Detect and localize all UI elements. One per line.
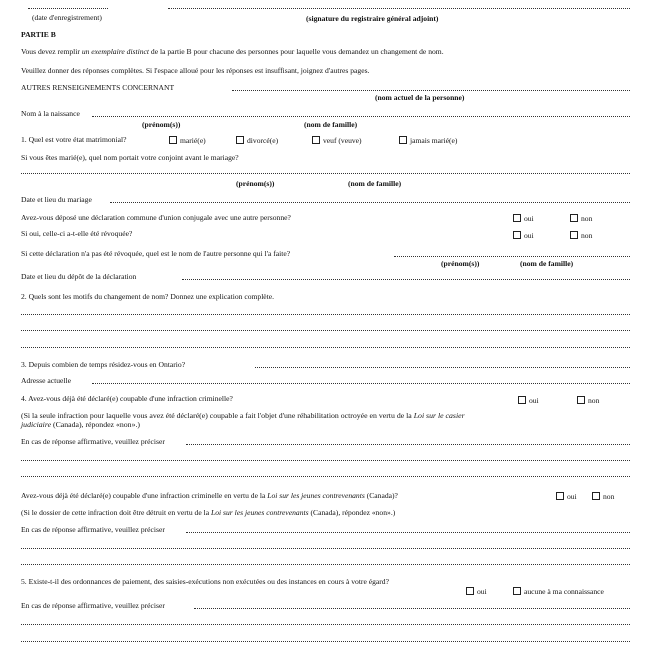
q1-spouse-prenoms-caption: (prénom(s))	[236, 179, 275, 188]
checkbox-icon	[518, 396, 526, 404]
date-registration-caption: (date d'enregistrement)	[32, 13, 102, 22]
q3-residence-field[interactable]	[255, 367, 630, 368]
q1-marriage-date-field[interactable]	[110, 202, 630, 203]
q4-details-line-2[interactable]	[21, 564, 630, 565]
q2-reasons-label: 2. Quels sont les motifs du changement de nom? Donnez une explication complète.	[21, 292, 275, 301]
checkbox-icon	[399, 136, 407, 144]
q1-marriage-date-label: Date et lieu du mariage	[21, 195, 92, 204]
q1-joint-declaration-label: Avez-vous déposé une déclaration commune d'union conjugale avec une autre personne?	[21, 213, 291, 222]
q4-pardon-note: (Si la seule infraction pour laquelle vous avez été déclaré(e) coupable a fait l'objet d'une réhabilitation octroyée en vertu de la Loi sur le casier	[21, 411, 465, 420]
checkbox-icon	[466, 587, 474, 595]
q1-option-married[interactable]: marié(e)	[169, 136, 206, 145]
current-name-field[interactable]	[232, 90, 630, 91]
q4-criminal-label: 4. Avez-vous déjà été déclaré(e) coupable d'une infraction criminelle?	[21, 394, 233, 403]
checkbox-icon	[570, 214, 578, 222]
q5-orders-label: 5. Existe-t-il des ordonnances de paiement, des saisies-exécutions non exécutées ou des instances en cours à votre égard?	[21, 577, 389, 586]
q4-details-line[interactable]	[21, 476, 630, 477]
q1-option-never-married[interactable]: jamais marié(e)	[399, 136, 457, 145]
partie-b-title: PARTIE B	[21, 30, 56, 39]
q5-details-line[interactable]	[21, 624, 630, 625]
checkbox-icon	[513, 587, 521, 595]
q3-address-label: Adresse actuelle	[21, 376, 71, 385]
q5-orders-yes[interactable]: oui	[466, 587, 487, 596]
checkbox-icon	[570, 231, 578, 239]
q4-criminal-no[interactable]: non	[577, 396, 599, 405]
q1-revoked-no[interactable]: non	[570, 231, 592, 240]
signature-line[interactable]	[168, 8, 630, 9]
q5-details-label: En cas de réponse affirmative, veuillez préciser	[21, 601, 165, 610]
q2-answer-line[interactable]	[21, 314, 630, 315]
checkbox-icon	[577, 396, 585, 404]
q5-orders-none-known[interactable]: aucune à ma connaissance	[513, 587, 604, 596]
q4-young-offenders-question: Avez-vous déjà été déclaré(e) coupable d'une infraction criminelle en vertu de la Loi sur les jeunes contrevenants (Canada)?	[21, 491, 398, 500]
q4-young-offenders-note: (Si le dossier de cette infraction doit être détruit en vertu de la Loi sur les jeunes contrevenants (Canada), répondez «non».)	[21, 508, 396, 517]
partie-b-intro-2: Veuillez donner des réponses complètes. Si l'espace alloué pour les réponses est insuffisant, joignez d'autres pages.	[21, 66, 370, 75]
date-registration-line[interactable]	[28, 8, 108, 9]
q2-answer-line[interactable]	[21, 347, 630, 348]
q1-other-famille-caption: (nom de famille)	[520, 259, 574, 268]
checkbox-icon	[312, 136, 320, 144]
q4-young-offenders-no[interactable]: non	[592, 492, 614, 501]
checkbox-icon	[513, 231, 521, 239]
q5-details-field[interactable]	[194, 608, 630, 609]
q1-spouse-name-field[interactable]	[21, 173, 630, 174]
q1-option-widowed[interactable]: veuf (veuve)	[312, 136, 362, 145]
partie-b-intro-1: Vous devez remplir un exemplaire distinct de la partie B pour chacune des personnes pour laquelle vous demandez un changement de nom.	[21, 47, 444, 56]
q1-spouse-famille-caption: (nom de famille)	[348, 179, 402, 188]
q4-details-line[interactable]	[21, 460, 630, 461]
q1-other-person-label: Si cette déclaration n'a pas été révoquée, quel est le nom de l'autre personne qui l'a faite?	[21, 249, 291, 258]
q4-pardon-note-cont: judiciaire (Canada), répondez «non».)	[21, 420, 141, 429]
q1-marital-status-label: 1. Quel est votre état matrimonial?	[21, 135, 127, 144]
signature-caption: (signature du registraire général adjoint)	[306, 14, 439, 23]
q1-deposit-date-label: Date et lieu du dépôt de la déclaration	[21, 272, 137, 281]
q1-revoked-label: Si oui, celle-ci a-t-elle été révoquée?	[21, 229, 133, 238]
birth-name-field[interactable]	[92, 116, 630, 117]
q1-declaration-no[interactable]: non	[570, 214, 592, 223]
q4-details-field-2[interactable]	[186, 532, 630, 533]
q1-option-divorced[interactable]: divorcé(e)	[236, 136, 278, 145]
q4-details-label: En cas de réponse affirmative, veuillez préciser	[21, 437, 165, 446]
checkbox-icon	[556, 492, 564, 500]
autres-renseignements-label: AUTRES RENSEIGNEMENTS CONCERNANT	[21, 83, 175, 92]
q4-details-line-2[interactable]	[21, 548, 630, 549]
q1-revoked-yes[interactable]: oui	[513, 231, 534, 240]
birth-name-label: Nom à la naissance	[21, 109, 80, 118]
checkbox-icon	[592, 492, 600, 500]
q3-address-field[interactable]	[92, 383, 630, 384]
q1-spouse-name-label: Si vous êtes marié(e), quel nom portait votre conjoint avant le mariage?	[21, 153, 239, 162]
q1-deposit-date-field[interactable]	[182, 279, 630, 280]
q4-details-label-2: En cas de réponse affirmative, veuillez préciser	[21, 525, 165, 534]
checkbox-icon	[236, 136, 244, 144]
q4-young-offenders-yes[interactable]: oui	[556, 492, 577, 501]
birth-prenoms-caption: (prénom(s))	[142, 120, 181, 129]
q4-details-field[interactable]	[186, 444, 630, 445]
q1-other-person-field[interactable]	[394, 256, 630, 257]
q1-declaration-yes[interactable]: oui	[513, 214, 534, 223]
q1-other-prenoms-caption: (prénom(s))	[441, 259, 480, 268]
q3-residence-label: 3. Depuis combien de temps résidez-vous en Ontario?	[21, 360, 186, 369]
checkbox-icon	[513, 214, 521, 222]
birth-famille-caption: (nom de famille)	[304, 120, 358, 129]
q5-details-line[interactable]	[21, 641, 630, 642]
q2-answer-line[interactable]	[21, 330, 630, 331]
current-name-caption: (nom actuel de la personne)	[375, 93, 465, 102]
checkbox-icon	[169, 136, 177, 144]
q4-criminal-yes[interactable]: oui	[518, 396, 539, 405]
